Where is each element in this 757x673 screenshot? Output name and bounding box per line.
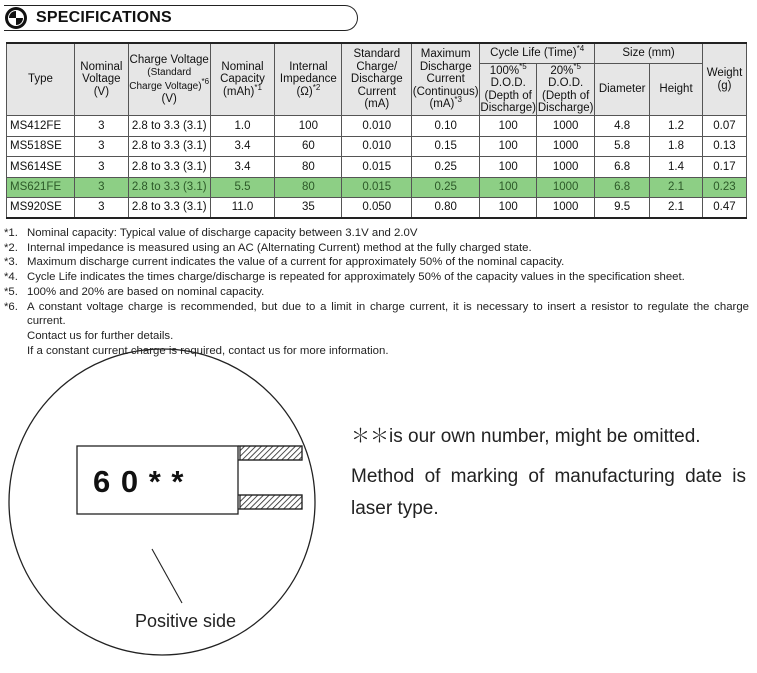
footnote: *1. Nominal capacity: Typical value of discharge capacity between 3.1V and 2.0V — [4, 227, 418, 239]
cell-height: 2.1 — [650, 198, 703, 219]
cell-voltage: 3 — [74, 116, 128, 137]
cell-weight: 0.13 — [702, 136, 746, 157]
marking-method-note: Method of marking of manufacturing date is laser type. — [351, 466, 746, 519]
cell-impedance: 35 — [275, 198, 342, 219]
cell-type: MS518SE — [7, 136, 75, 157]
cell-impedance: 100 — [275, 116, 342, 137]
footnote: *4. Cycle Life indicates the times charge/discharge is repeated for approximately 50% of the capacity values in the specification sheet. — [4, 271, 685, 284]
cell-cycle-100: 100 — [480, 177, 537, 198]
cell-height: 1.2 — [650, 116, 703, 137]
cell-type: MS412FE — [7, 116, 75, 137]
cell-cycle-100: 100 — [480, 198, 537, 219]
header-max-current: Maximum Discharge Current (Continuous) (mA)$^{*3}$ — [412, 43, 480, 116]
positive-side-label: Positive side — [135, 611, 237, 631]
cell-charge-voltage: 2.8 to 3.3 (3.1) — [128, 157, 210, 178]
cell-impedance: 60 — [275, 136, 342, 157]
header-diameter: Diameter — [595, 64, 650, 116]
footnote-extra: If a constant current charge is required, contact us for more information. — [27, 344, 389, 357]
cell-voltage: 3 — [74, 198, 128, 219]
cell-standard-current: 0.015 — [342, 157, 412, 178]
header-type: Type — [7, 43, 75, 116]
cell-charge-voltage: 2.8 to 3.3 (3.1) — [128, 116, 210, 137]
cell-capacity: 1.0 — [210, 116, 275, 137]
cell-weight: 0.17 — [702, 157, 746, 178]
cell-capacity: 5.5 — [210, 177, 275, 198]
cell-type: MS920SE — [7, 198, 75, 219]
cell-capacity: 3.4 — [210, 136, 275, 157]
cell-cycle-20: 1000 — [537, 177, 595, 198]
cell-type: MS621FE — [7, 177, 75, 198]
footnote: *2. Internal impedance is measured using an AC (Alternating Current) method at the fully charged state. — [4, 241, 532, 254]
cell-diameter: 9.5 — [595, 198, 650, 219]
cell-cycle-20: 1000 — [537, 198, 595, 219]
cell-capacity: 3.4 — [210, 157, 275, 178]
cell-max-current: 0.15 — [412, 136, 480, 157]
own-number-note: ＊＊is our own number, might be omitted. — [351, 426, 701, 447]
header-height: Height — [650, 64, 703, 116]
cell-voltage: 3 — [74, 136, 128, 157]
cell-diameter: 5.8 — [595, 136, 650, 157]
cell-max-current: 0.25 — [412, 157, 480, 178]
cell-capacity: 11.0 — [210, 198, 275, 219]
cell-standard-current: 0.010 — [342, 136, 412, 157]
header-cycle-life: Cycle Life (Time)$^{*4}$ — [480, 43, 595, 64]
cell-height: 1.8 — [650, 136, 703, 157]
header-cycle-100: 100%$^{*5}$ D.O.D. (Depth of Discharge) — [480, 61, 536, 114]
page-title: SPECIFICATIONS — [36, 9, 172, 26]
cell-weight: 0.07 — [702, 116, 746, 137]
cell-charge-voltage: 2.8 to 3.3 (3.1) — [128, 198, 210, 219]
cell-impedance: 80 — [275, 157, 342, 178]
cell-impedance: 80 — [275, 177, 342, 198]
cell-diameter: 4.8 — [595, 116, 650, 137]
marking-code: 6 0 * * — [93, 464, 185, 499]
cell-standard-current: 0.010 — [342, 116, 412, 137]
leader-line — [152, 549, 182, 603]
cell-diameter: 6.8 — [595, 157, 650, 178]
cell-cycle-100: 100 — [480, 136, 537, 157]
cell-cycle-100: 100 — [480, 157, 537, 178]
header-weight: Weight (g) — [702, 43, 746, 116]
cell-max-current: 0.25 — [412, 177, 480, 198]
header-size: Size (mm) — [595, 43, 703, 64]
footnote: *5. 100% and 20% are based on nominal capacity. — [4, 285, 265, 298]
cell-cycle-20: 1000 — [537, 116, 595, 137]
header-nominal-capacity: Nominal Capacity (mAh)$^{*1}$ — [210, 43, 275, 116]
cell-charge-voltage: 2.8 to 3.3 (3.1) — [128, 136, 210, 157]
footnote-extra: Contact us for further details. — [27, 329, 174, 342]
footnote: *6. A constant voltage charge is recommended, but due to a limit in charge current, it is necessary to insert a resistor to regulate the charge current. — [4, 300, 749, 328]
cell-cycle-20: 1000 — [537, 136, 595, 157]
cell-voltage: 3 — [74, 177, 128, 198]
cell-voltage: 3 — [74, 157, 128, 178]
cell-cycle-20: 1000 — [537, 157, 595, 178]
cell-charge-voltage: 2.8 to 3.3 (3.1) — [128, 177, 210, 198]
header-internal-impedance: Internal Impedance $(\Omega)^{*2}$ — [275, 43, 342, 116]
cell-height: 1.4 — [650, 157, 703, 178]
cell-weight: 0.47 — [702, 198, 746, 219]
cell-type: MS614SE — [7, 157, 75, 178]
cell-diameter: 6.8 — [595, 177, 650, 198]
cell-max-current: 0.10 — [412, 116, 480, 137]
cell-cycle-100: 100 — [480, 116, 537, 137]
header-cycle-20: 20%$^{*5}$ D.O.D. (Depth of Discharge) — [537, 61, 594, 114]
cell-standard-current: 0.015 — [342, 177, 412, 198]
cell-standard-current: 0.050 — [342, 198, 412, 219]
header-nominal-voltage: Nominal Voltage (V) — [74, 43, 128, 116]
header-standard-current: Standard Charge/ Discharge Current (mA) — [342, 43, 412, 116]
terminal-tabs — [238, 446, 302, 509]
cell-max-current: 0.80 — [412, 198, 480, 219]
cell-height: 2.1 — [650, 177, 703, 198]
footnote: *3. Maximum discharge current indicates the value of a current for approximately 50% of the nominal capacity. — [4, 256, 565, 269]
cell-weight: 0.23 — [702, 177, 746, 198]
header-charge-voltage: Charge Voltage (Standard Charge Voltage)$^{*6}$ (V) — [128, 43, 210, 116]
